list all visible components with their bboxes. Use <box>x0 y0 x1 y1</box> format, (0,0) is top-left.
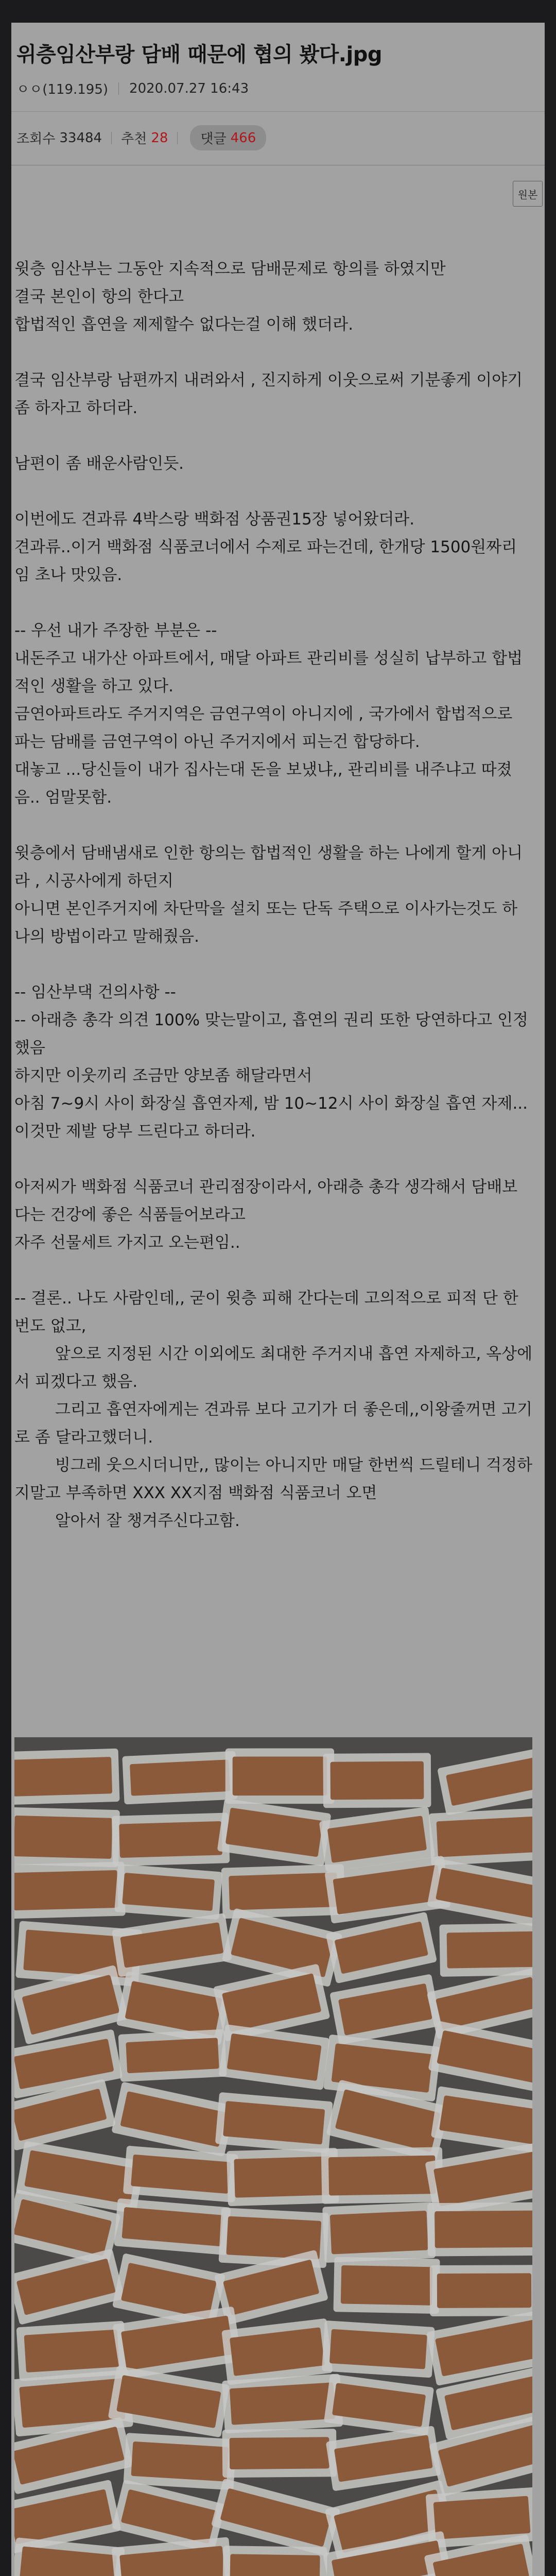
divider <box>177 132 178 144</box>
body-line: 윗층에서 담배냄새로 인한 항의는 합법적인 생활을 하는 나에게 할게 아니라 , 시공사에게 하던지 <box>14 844 523 890</box>
body-line: -- 아래층 총각 의견 100% 맞는말이고, 흡연의 권리 또한 당연하다고 인정했음 <box>14 1011 528 1057</box>
post-body <box>11 205 545 1535</box>
nut-bar-package <box>222 2429 336 2478</box>
divider <box>118 82 119 95</box>
nut-bar-package <box>118 2029 227 2082</box>
recommend-label: 추천 <box>121 131 147 147</box>
comments-button[interactable] <box>190 125 266 150</box>
nut-bar-package <box>114 1864 222 1920</box>
nut-bars-photo <box>14 1737 532 2576</box>
paragraph-gap <box>11 1145 545 1173</box>
post-title: 위층임산부랑 담배 때문에 협의 봤다.jpg <box>16 43 382 66</box>
nut-bar-package <box>225 1748 334 1804</box>
comments-label: 댓글 <box>200 131 227 147</box>
body-line: 아니면 본인주거지에 차단막을 설치 또는 단독 주택으로 이사가는것도 하나의 방법이라고 말해줬음. <box>14 900 518 946</box>
nut-bar-package <box>429 1807 532 1866</box>
views-label: 조회수 <box>16 131 56 147</box>
nut-bar-package <box>321 2147 443 2204</box>
paragraph-gap <box>11 338 545 366</box>
paragraph-gap <box>11 589 545 617</box>
post-capture <box>11 23 545 2576</box>
nut-bar-package <box>322 2320 435 2378</box>
nut-bar-package <box>439 1923 532 1977</box>
paragraph-gap <box>11 811 545 839</box>
nut-bar-package <box>124 2433 237 2490</box>
nut-bar-package <box>112 1813 230 1867</box>
body-line: 내돈주고 내가산 아파트에서, 매달 아파트 관리비를 성실히 납부하고 합법적인 생활을 하고 있다. <box>14 649 523 696</box>
body-line: 빙그레 웃으시더니만,, 많이는 아니지만 매달 한번씩 드릴테니 걱정하지말고 부족하면 XXX XX지점 백화점 식품코너 오면 <box>14 1456 533 1502</box>
divider <box>11 111 545 112</box>
recommend-count: 28 <box>151 130 168 146</box>
nut-bar-package <box>222 2546 327 2576</box>
original-image-button[interactable]: 원본 <box>513 181 543 207</box>
nut-bar-package <box>430 2265 532 2316</box>
nut-bar-package <box>114 2198 231 2256</box>
post-date: 2020.07.27 16:43 <box>129 80 249 96</box>
paragraph-gap <box>11 422 545 450</box>
author[interactable]: ㅇㅇ(119.195) <box>16 82 109 97</box>
views-count: 33484 <box>59 130 102 146</box>
photo-illustration <box>14 1737 532 2576</box>
body-line: 자주 선물세트 가지고 오는편임.. <box>14 1233 240 1252</box>
body-line: -- 결론.. 나도 사람인데,, 굳이 윗층 피해 간다는데 고의적으로 피적 단 한번도 없고, <box>14 1289 518 1335</box>
body-line: 그리고 흡연자에게는 견과류 보다 고기가 더 좋은데,,이왕줄꺼면 고기로 좀 달라고했더니. <box>14 1400 533 1447</box>
nut-bar-package <box>14 1862 126 1919</box>
body-line: 남편이 좀 배운사람인듯. <box>14 454 184 473</box>
body-line: 대놓고 ...당신들이 내가 집사는대 돈을 보냈냐,, 관리비를 내주냐고 따졌음.. 엄말못함. <box>14 760 512 807</box>
body-line: 합법적인 흡연을 제제할수 없다는걸 이해 했더라. <box>14 315 354 334</box>
post-header <box>11 23 545 205</box>
body-line: 알아서 잘 챙겨주신다고함. <box>14 1512 240 1530</box>
nut-bar-package <box>14 1749 120 1805</box>
nut-bar-package <box>222 2374 343 2433</box>
nut-bar-package <box>215 2092 333 2154</box>
body-line: 아침 7~9시 사이 화장실 흡연자제, 밤 10~12시 사이 화장실 흡연 자제... 이것만 제발 당부 드린다고 하더라. <box>14 1094 533 1141</box>
body-line: 견과류..이거 백화점 식품코너에서 수제로 파는건데, 한개당 1500원짜리임 초나 맛있음. <box>14 538 517 584</box>
nut-bar-package <box>427 2202 532 2256</box>
comments-count: 466 <box>230 130 256 146</box>
body-line: 아저씨가 백화점 식품코너 관리점장이라서, 아래층 총각 생각해서 담배보다는 건강에 좋은 식품들어보라고 <box>14 1178 518 1224</box>
body-line: 이번에도 견과류 4박스랑 백화점 상품권15장 넣어왔더라. <box>14 510 415 529</box>
body-line: 금연아파트라도 주거지역은 금연구역이 아니지에 , 국가에서 합법적으로 파는 담배를 금연구역이 아닌 주거지에서 피는건 합당하다. <box>14 705 518 751</box>
nut-bar-package <box>323 1753 431 1808</box>
paragraph-gap <box>11 1257 545 1284</box>
body-line: 윗층 임산부는 그동안 지속적으로 담배문제로 항의를 하였지만 <box>14 260 446 278</box>
body-line: -- 우선 내가 주장한 부분은 -- <box>14 621 217 640</box>
body-line: -- 임산부댁 건의사항 -- <box>14 983 176 1002</box>
post-stats <box>16 125 545 150</box>
toolbar-row <box>11 165 545 205</box>
nut-bar-package <box>322 2202 436 2263</box>
nut-bar-package <box>123 2146 238 2203</box>
body-line: 결국 본인이 항의 한다고 <box>14 287 184 306</box>
divider <box>111 132 112 144</box>
body-line: 앞으로 지정된 시간 이외에도 최대한 주거지내 흡연 자제하고, 옥상에서 피겠다고 했음. <box>14 1345 533 1391</box>
paragraph-gap <box>11 478 545 505</box>
paragraph-gap <box>11 951 545 978</box>
post-meta <box>16 79 545 98</box>
body-line: 하지만 이웃끼리 조금만 양보좀 해달라면서 <box>14 1066 312 1085</box>
body-line: 결국 임산부랑 남편까지 내려와서 , 진지하게 이웃으로써 기분좋게 이야기좀 하자고 하더라. <box>14 371 523 417</box>
nut-bar-package <box>14 1807 120 1868</box>
nut-bar-package <box>122 1751 237 1805</box>
nut-bar-package <box>334 2257 440 2314</box>
